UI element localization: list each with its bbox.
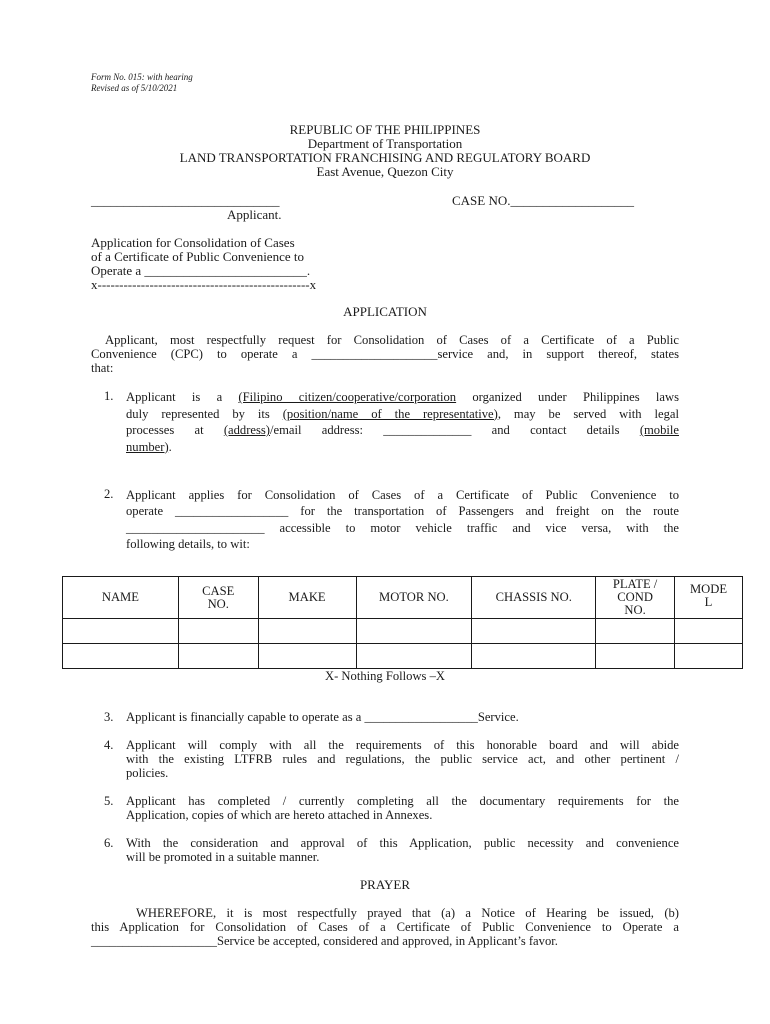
col-plate-line1: PLATE / (612, 577, 658, 591)
prayer-line-1: WHEREFORE, it is most respectfully prayed that (a) a Notice of Hearing be issued, (b) (136, 906, 679, 920)
item-1-number-label: number) (126, 439, 169, 454)
col-name: NAME (63, 577, 179, 619)
item-2-line-4: following details, to wit: (126, 536, 250, 551)
item-1-text-g: . (168, 439, 172, 454)
form-revision: Revised as of 5/10/2021 (91, 83, 178, 93)
col-model-line1: MODE (689, 582, 728, 596)
table-header-row (63, 577, 743, 619)
col-motor-no: MOTOR NO. (356, 577, 472, 619)
item-1-text-a: Applicant is a (126, 390, 239, 404)
table-cell[interactable] (178, 644, 258, 669)
table-cell[interactable] (178, 619, 258, 644)
intro-paragraph (91, 333, 679, 376)
table-row (63, 644, 743, 669)
header-board: LAND TRANSPORTATION FRANCHISING AND REGULATORY BOARD (179, 150, 591, 165)
caption-title-line3: Operate a _________________________. (91, 263, 311, 278)
applicant-label: Applicant. (227, 207, 282, 222)
item-1-text-f: /email address: ______________ and contact details (270, 423, 640, 437)
caption-title-line1: Application for Consolidation of Cases (91, 235, 295, 250)
table-cell[interactable] (63, 619, 179, 644)
table-cell[interactable] (356, 644, 472, 669)
header-department: Department of Transportation (307, 136, 463, 151)
col-case-line2: NO. (207, 596, 229, 611)
table-cell[interactable] (63, 644, 179, 669)
col-make: MAKE (258, 577, 356, 619)
item-2-number: 2. (104, 487, 114, 501)
item-2-text (126, 487, 679, 552)
item-2-line-3: ______________________ accessible to motor vehicle traffic and vice versa, with the (126, 520, 679, 535)
col-plate-line2: COND (617, 590, 653, 604)
table-cell[interactable] (596, 644, 675, 669)
item-4-number: 4. (104, 738, 114, 752)
form-number: Form No. 015: with hearing (91, 72, 193, 82)
item-1-text (126, 389, 679, 455)
table-cell[interactable] (472, 644, 596, 669)
applicant-blank: _____________________________ (91, 193, 280, 208)
intro-line-2: Convenience (CPC) to operate a ____________________service and, in support thereof, states (91, 347, 679, 362)
item-4-text (126, 738, 679, 781)
item-6-line-1: With the consideration and approval of this Application, public necessity and convenience (126, 836, 679, 850)
prayer-heading: PRAYER (359, 877, 411, 892)
item-6-text (126, 836, 679, 864)
item-3-number: 3. (104, 710, 114, 724)
item-1-representative: (position/name of the representative) (282, 406, 498, 421)
item-1-mobile: (mobile (639, 423, 679, 437)
item-1-address: (address) (223, 423, 271, 437)
item-1-text-b: organized under Philippines laws (456, 390, 679, 404)
table-cell[interactable] (356, 619, 472, 644)
item-4-line-2: with the existing LTFRB rules and regulations, the public service act, and other pertinent / (126, 752, 679, 767)
caption-divider: x-------------------------------------------------x (91, 277, 317, 292)
item-3-text: Applicant is financially capable to operate as a __________________Service. (126, 710, 519, 724)
caption-title-line2: of a Certificate of Public Convenience to (91, 249, 304, 264)
col-plate-line3: NO. (624, 603, 646, 617)
item-6-number: 6. (104, 836, 114, 850)
item-1-number: 1. (104, 389, 114, 403)
table-cell[interactable] (258, 619, 356, 644)
col-model-line2: L (704, 595, 713, 609)
vehicle-details-table (62, 576, 743, 669)
table-cell[interactable] (675, 619, 743, 644)
item-5-number: 5. (104, 794, 114, 808)
item-6-line-2: will be promoted in a suitable manner. (126, 850, 320, 865)
item-2-line-2: operate __________________ for the transportation of Passengers and freight on the route (126, 504, 679, 519)
table-footer: X- Nothing Follows –X (325, 669, 445, 683)
prayer-paragraph (91, 906, 679, 949)
item-5-text (126, 794, 679, 822)
prayer-line-3: ____________________Service be accepted, considered and approved, in Applicant’s favor. (91, 934, 558, 949)
col-case-line1: CASE (202, 583, 235, 598)
case-number: CASE NO.___________________ (452, 193, 635, 208)
table-cell[interactable] (596, 619, 675, 644)
table-cell[interactable] (675, 644, 743, 669)
item-1-text-e: processes at (126, 423, 224, 437)
col-case-no (178, 577, 258, 619)
item-2-line-1: Applicant applies for Consolidation of Cases of a Certificate of Public Convenience to (126, 488, 679, 502)
col-model (675, 577, 743, 619)
table-cell[interactable] (258, 644, 356, 669)
header-address: East Avenue, Quezon City (316, 164, 454, 179)
item-1-text-c: duly represented by its (126, 406, 283, 421)
item-4-line-1: Applicant will comply with all the requirements of this honorable board and will abide (126, 738, 679, 752)
intro-line-1: Applicant, most respectfully request for Consolidation of Cases of a Certificate of a Public (105, 333, 679, 347)
item-4-line-3: policies. (126, 766, 169, 781)
item-1-citizenship: (Filipino citizen/cooperative/corporation (238, 390, 457, 404)
intro-line-3: that: (91, 361, 114, 376)
col-chassis-no: CHASSIS NO. (472, 577, 596, 619)
item-5-line-1: Applicant has completed / currently completing all the documentary requirements for the (126, 794, 679, 808)
item-5-line-2: Application, copies of which are hereto attached in Annexes. (126, 808, 433, 823)
col-plate-no (596, 577, 675, 619)
application-heading: APPLICATION (343, 304, 427, 319)
prayer-line-2: this Application for Consolidation of Cases of a Certificate of Public Convenience to Operate a (91, 920, 679, 935)
table-row (63, 619, 743, 644)
header-republic: REPUBLIC OF THE PHILIPPINES (289, 122, 481, 137)
table-cell[interactable] (472, 619, 596, 644)
item-1-text-d: , may be served with legal (497, 406, 679, 421)
